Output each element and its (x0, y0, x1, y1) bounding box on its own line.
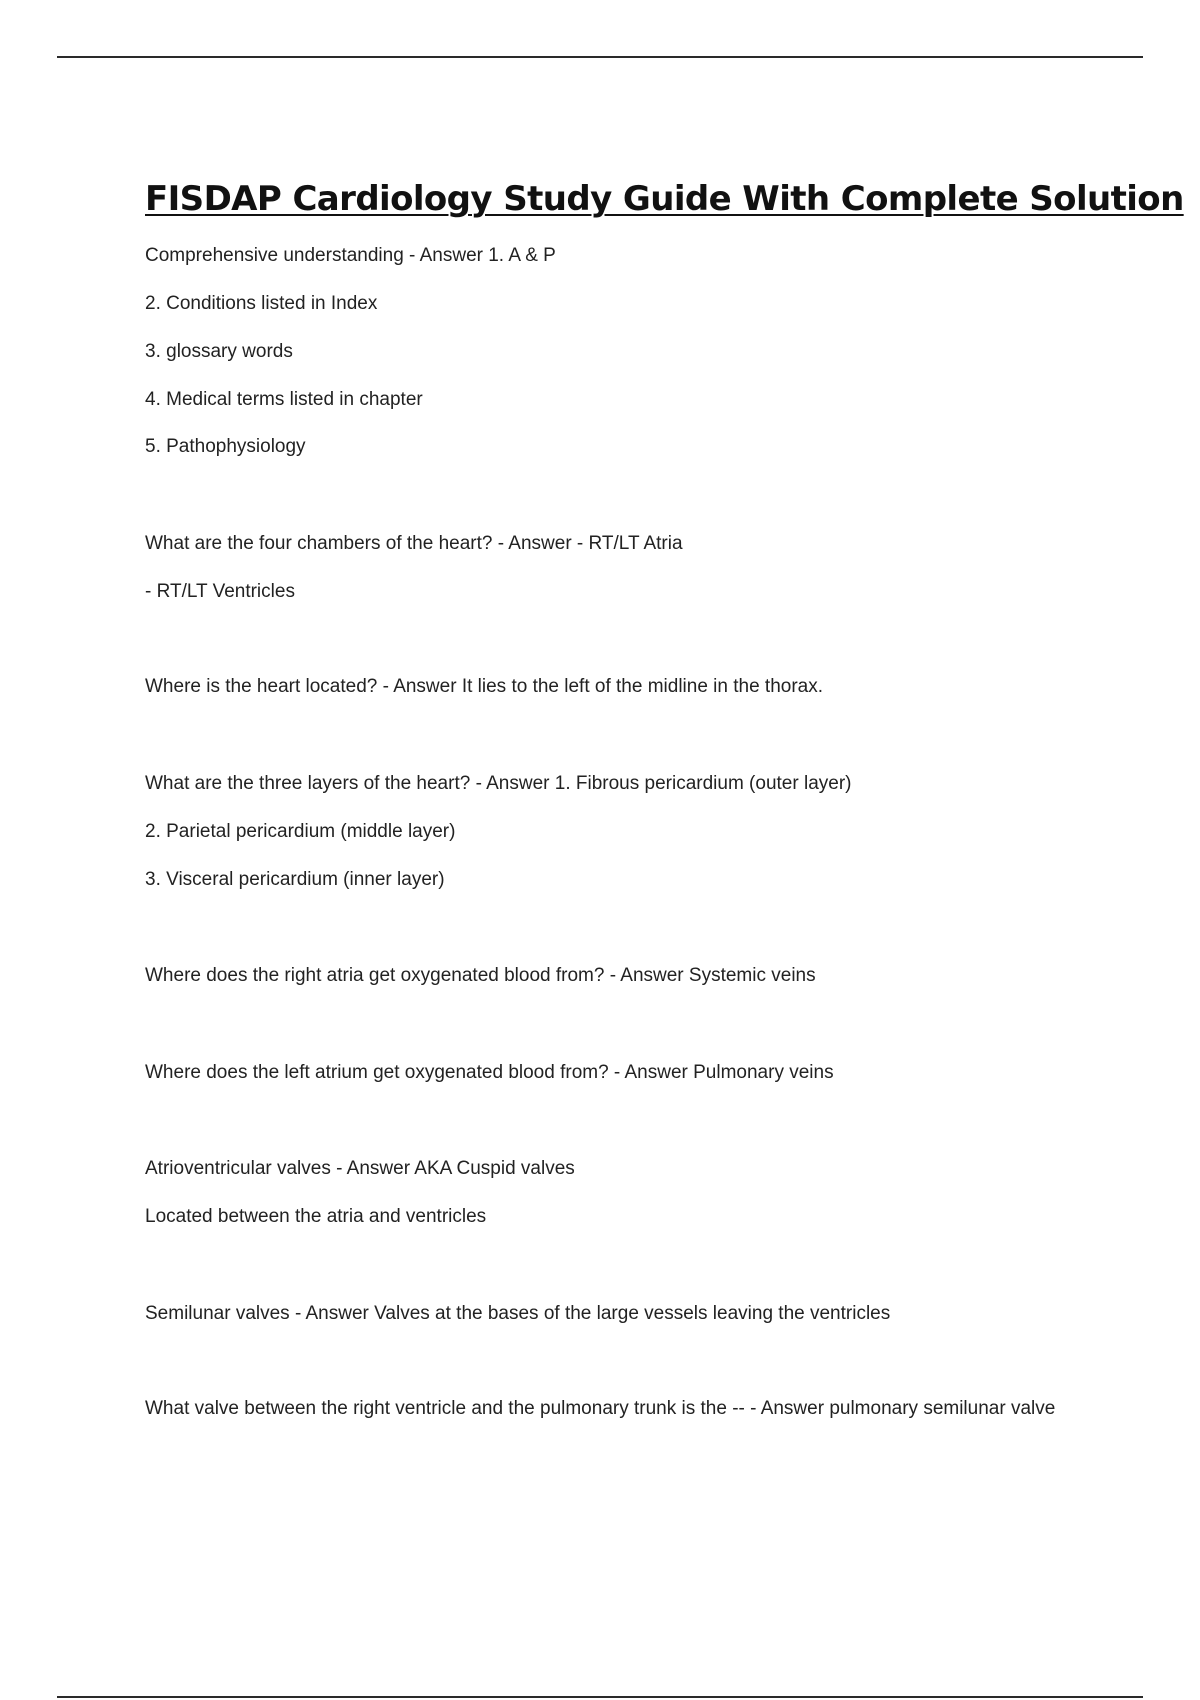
top-rule (57, 56, 1143, 58)
text-line: 3. Visceral pericardium (inner layer) (145, 869, 445, 890)
text-line: 2. Parietal pericardium (middle layer) (145, 821, 456, 842)
text-line: Comprehensive understanding - Answer 1. A & P (145, 245, 556, 266)
text-line: Atrioventricular valves - Answer AKA Cuspid valves (145, 1158, 575, 1179)
bottom-rule (57, 1696, 1143, 1698)
text-line: 5. Pathophysiology (145, 436, 306, 457)
text-line: Located between the atria and ventricles (145, 1206, 487, 1227)
text-line: - RT/LT Ventricles (145, 581, 295, 602)
text-line: 3. glossary words (145, 341, 293, 362)
text-line: Semilunar valves - Answer Valves at the bases of the large vessels leaving the ventricles (145, 1303, 891, 1324)
text-line: Where does the right atria get oxygenated blood from? - Answer Systemic veins (145, 965, 816, 986)
text-line: 2. Conditions listed in Index (145, 293, 378, 314)
document-title: FISDAP Cardiology Study Guide With Complete Solution (145, 179, 1184, 219)
text-line: What are the three layers of the heart? - Answer 1. Fibrous pericardium (outer layer) (145, 773, 852, 794)
text-line: What valve between the right ventricle and the pulmonary trunk is the -- - Answer pulmonary semilunar valve (145, 1398, 1056, 1419)
text-line: Where does the left atrium get oxygenated blood from? - Answer Pulmonary veins (145, 1062, 834, 1083)
text-line: 4. Medical terms listed in chapter (145, 389, 423, 410)
text-line: What are the four chambers of the heart? - Answer - RT/LT Atria (145, 533, 683, 554)
text-line: Where is the heart located? - Answer It lies to the left of the midline in the thorax. (145, 676, 824, 697)
